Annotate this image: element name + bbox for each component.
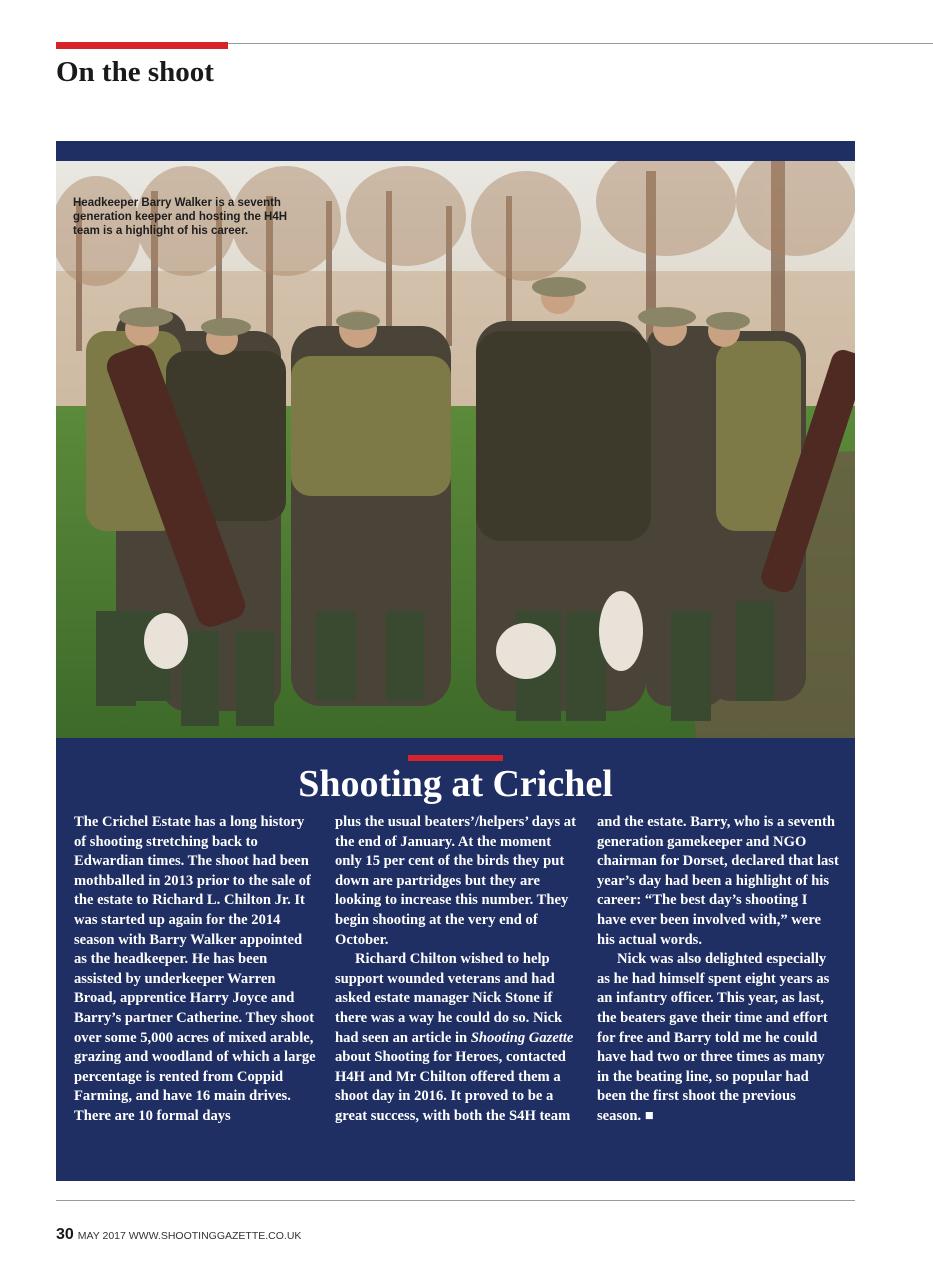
article-column-2 bbox=[335, 813, 577, 1127]
page-footer bbox=[56, 1226, 301, 1244]
column-2-paragraph-1: plus the usual beaters’/helpers’ days at the end of January. At the moment only 15 per cent of the birds they put down are partridges but they are looking to increase this number. They begin shooting at the very end of October. bbox=[335, 814, 576, 948]
column-3-paragraph-1: and the estate. Barry, who is a seventh generation gamekeeper and NGO chairman for Dorset, declared that last year’s day had been a highlight of his career: “The best day’s shooting I have ever been involved with,” were his actual words. bbox=[597, 814, 839, 948]
paragraph-text: Richard Chilton wished to help support wounded veterans and had asked estate manager Nick Stone if there was a way he could do so. Nick had seen an article in bbox=[335, 951, 563, 1046]
magazine-title: Shooting Gazette bbox=[470, 1029, 574, 1046]
photo-illustration bbox=[56, 161, 855, 738]
article-panel bbox=[56, 141, 855, 1181]
article-headline: Shooting at Crichel bbox=[298, 763, 613, 805]
column-2-paragraph-2 bbox=[335, 950, 577, 1126]
photo-caption: Headkeeper Barry Walker is a seventh generation keeper and hosting the H4H team is a highlight of his career. bbox=[73, 197, 288, 237]
column-1-paragraph: The Crichel Estate has a long history of shooting stretching back to Edwardian times. The shoot had been mothballed in 2013 prior to the sale of the estate to Richard L. Chilton Jr. It was started up again for the 2014 season with Barry Walker appointed as the headkeeper. He has been assisted by underkeeper Warren Broad, apprentice Harry Joyce and Barry’s partner Catherine. They shoot over some 5,000 acres of mixed arable, grazing and woodland of which a large percentage is rented from Coppid Farming, and have 16 main drives. There are 10 formal days bbox=[74, 814, 316, 1124]
article-column-1 bbox=[74, 813, 316, 1127]
section-title: On the shoot bbox=[56, 56, 214, 88]
article-column-3 bbox=[597, 813, 839, 1127]
column-3-paragraph-2: Nick was also delighted especially as he had himself spent eight years as an infantry officer. This year, as last, the beaters gave their time and effort for free and Barry told me he could have had two or three times as many in the beating line, so popular had been the first shoot the previous season. ■ bbox=[597, 951, 830, 1124]
top-accent-bar bbox=[56, 42, 228, 49]
issue-and-site: MAY 2017 WWW.SHOOTINGGAZETTE.CO.UK bbox=[77, 1230, 302, 1242]
article-photo bbox=[56, 161, 855, 738]
page-number: 30 bbox=[56, 1226, 74, 1243]
paragraph-text: about Shooting for Heroes, contacted H4H and Mr Chilton offered them a shoot day in 2016. It proved to be a great success, with both the S4H team bbox=[335, 1049, 571, 1124]
bottom-rule bbox=[56, 1200, 855, 1201]
